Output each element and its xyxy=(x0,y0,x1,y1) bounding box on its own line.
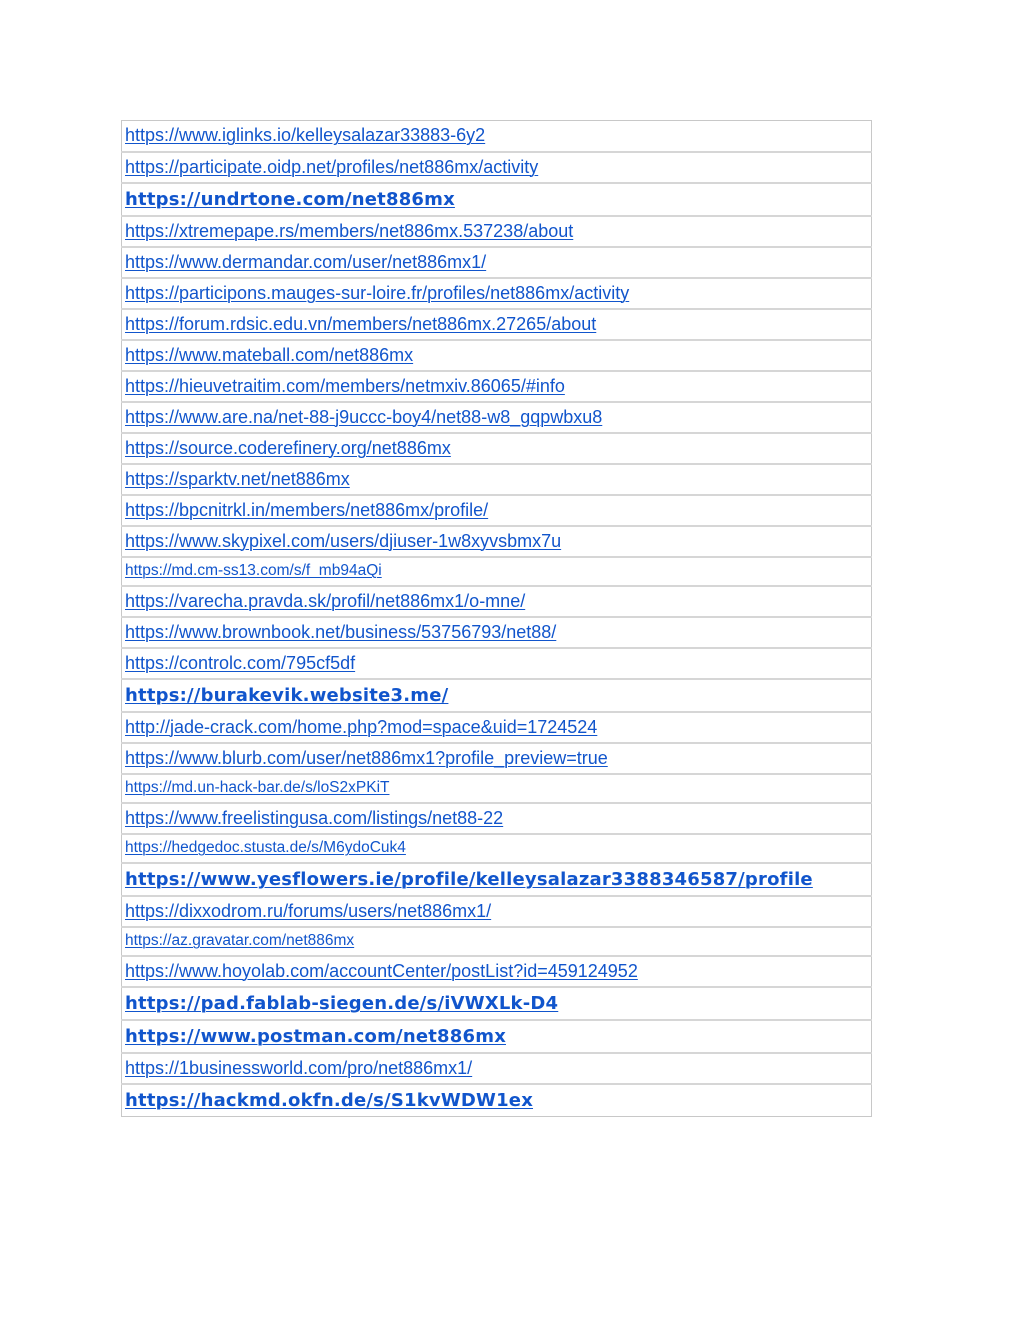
link-url[interactable]: https://www.hoyolab.com/accountCenter/postList?id=459124952 xyxy=(125,960,638,981)
table-cell xyxy=(122,896,872,927)
link-url[interactable]: https://www.postman.com/net886mx xyxy=(125,1025,506,1047)
link-url[interactable]: https://pad.fablab-siegen.de/s/iVWXLk-D4 xyxy=(125,992,559,1014)
table-row xyxy=(122,557,872,586)
link-table-body xyxy=(122,121,872,1117)
link-url[interactable]: https://www.iglinks.io/kelleysalazar33883-6y2 xyxy=(125,125,486,146)
table-cell xyxy=(122,679,872,712)
table-cell xyxy=(122,340,872,371)
table-row xyxy=(122,648,872,679)
table-cell xyxy=(122,495,872,526)
table-row xyxy=(122,1053,872,1084)
link-url[interactable]: https://www.brownbook.net/business/53756793/net88/ xyxy=(125,621,557,642)
table-cell xyxy=(122,1053,872,1084)
table-cell xyxy=(122,743,872,774)
table-row xyxy=(122,987,872,1020)
table-cell xyxy=(122,712,872,743)
table-row xyxy=(122,371,872,402)
link-url[interactable]: https://hieuvetraitim.com/members/netmxiv.86065/#info xyxy=(125,375,565,396)
table-row xyxy=(122,743,872,774)
link-url[interactable]: https://md.un-hack-bar.de/s/loS2xPKiT xyxy=(125,779,390,796)
table-cell xyxy=(122,803,872,834)
table-cell xyxy=(122,927,872,956)
link-url[interactable]: https://www.are.na/net-88-j9uccc-boy4/net88-w8_gqpwbxu8 xyxy=(125,406,603,427)
link-url[interactable]: https://participons.mauges-sur-loire.fr/profiles/net886mx/activity xyxy=(125,282,630,303)
link-url[interactable]: https://undrtone.com/net886mx xyxy=(125,188,455,210)
table-row xyxy=(122,774,872,803)
link-url[interactable]: https://controlc.com/795cf5df xyxy=(125,652,356,673)
table-cell xyxy=(122,648,872,679)
table-cell xyxy=(122,402,872,433)
table-cell xyxy=(122,834,872,863)
table-cell xyxy=(122,617,872,648)
table-row xyxy=(122,247,872,278)
link-url[interactable]: https://www.blurb.com/user/net886mx1?profile_preview=true xyxy=(125,747,608,768)
table-row xyxy=(122,956,872,987)
table-row xyxy=(122,216,872,247)
table-row xyxy=(122,617,872,648)
link-url[interactable]: https://az.gravatar.com/net886mx xyxy=(125,932,355,949)
link-url[interactable]: https://sparktv.net/net886mx xyxy=(125,468,350,489)
link-url[interactable]: https://burakevik.website3.me/ xyxy=(125,684,449,706)
link-url[interactable]: https://1businessworld.com/pro/net886mx1/ xyxy=(125,1057,473,1078)
link-url[interactable]: https://www.mateball.com/net886mx xyxy=(125,344,414,365)
table-row xyxy=(122,433,872,464)
table-cell xyxy=(122,557,872,586)
table-row xyxy=(122,863,872,896)
table-cell xyxy=(122,183,872,216)
table-cell xyxy=(122,987,872,1020)
link-table xyxy=(121,120,872,1117)
table-cell xyxy=(122,216,872,247)
link-url[interactable]: https://participate.oidp.net/profiles/net886mx/activity xyxy=(125,156,539,177)
table-cell xyxy=(122,247,872,278)
table-row xyxy=(122,834,872,863)
table-row xyxy=(122,803,872,834)
table-row xyxy=(122,1084,872,1117)
link-url[interactable]: https://md.cm-ss13.com/s/f_mb94aQi xyxy=(125,562,382,579)
table-cell xyxy=(122,433,872,464)
table-row xyxy=(122,309,872,340)
table-row xyxy=(122,586,872,617)
table-cell xyxy=(122,586,872,617)
table-row xyxy=(122,183,872,216)
table-row xyxy=(122,896,872,927)
link-url[interactable]: https://hackmd.okfn.de/s/S1kvWDW1ex xyxy=(125,1089,534,1111)
link-url[interactable]: https://www.freelistingusa.com/listings/net88-22 xyxy=(125,807,504,828)
link-url[interactable]: https://www.yesflowers.ie/profile/kelleysalazar3388346587/profile xyxy=(125,868,813,890)
table-cell xyxy=(122,1084,872,1117)
link-url[interactable]: https://xtremepape.rs/members/net886mx.537238/about xyxy=(125,220,574,241)
table-cell xyxy=(122,956,872,987)
table-cell xyxy=(122,309,872,340)
table-row xyxy=(122,340,872,371)
table-cell xyxy=(122,121,872,152)
table-cell xyxy=(122,464,872,495)
table-row xyxy=(122,121,872,152)
table-cell xyxy=(122,152,872,183)
table-row xyxy=(122,495,872,526)
table-row xyxy=(122,679,872,712)
table-row xyxy=(122,402,872,433)
table-row xyxy=(122,526,872,557)
link-url[interactable]: https://forum.rdsic.edu.vn/members/net886mx.27265/about xyxy=(125,313,597,334)
link-url[interactable]: https://source.coderefinery.org/net886mx xyxy=(125,437,451,458)
table-row xyxy=(122,1020,872,1053)
table-cell xyxy=(122,371,872,402)
link-url[interactable]: http://jade-crack.com/home.php?mod=space&uid=1724524 xyxy=(125,716,598,737)
table-cell xyxy=(122,1020,872,1053)
link-url[interactable]: https://varecha.pravda.sk/profil/net886mx1/o-mne/ xyxy=(125,590,526,611)
link-url[interactable]: https://www.skypixel.com/users/djiuser-1w8xyvsbmx7u xyxy=(125,530,562,551)
link-url[interactable]: https://hedgedoc.stusta.de/s/M6ydoCuk4 xyxy=(125,839,406,856)
link-url[interactable]: https://www.dermandar.com/user/net886mx1/ xyxy=(125,251,487,272)
link-url[interactable]: https://dixxodrom.ru/forums/users/net886mx1/ xyxy=(125,900,492,921)
link-url[interactable]: https://bpcnitrkl.in/members/net886mx/profile/ xyxy=(125,499,489,520)
table-row xyxy=(122,927,872,956)
table-row xyxy=(122,464,872,495)
table-row xyxy=(122,712,872,743)
table-cell xyxy=(122,526,872,557)
table-row xyxy=(122,152,872,183)
table-cell xyxy=(122,863,872,896)
table-cell xyxy=(122,278,872,309)
table-row xyxy=(122,278,872,309)
table-cell xyxy=(122,774,872,803)
